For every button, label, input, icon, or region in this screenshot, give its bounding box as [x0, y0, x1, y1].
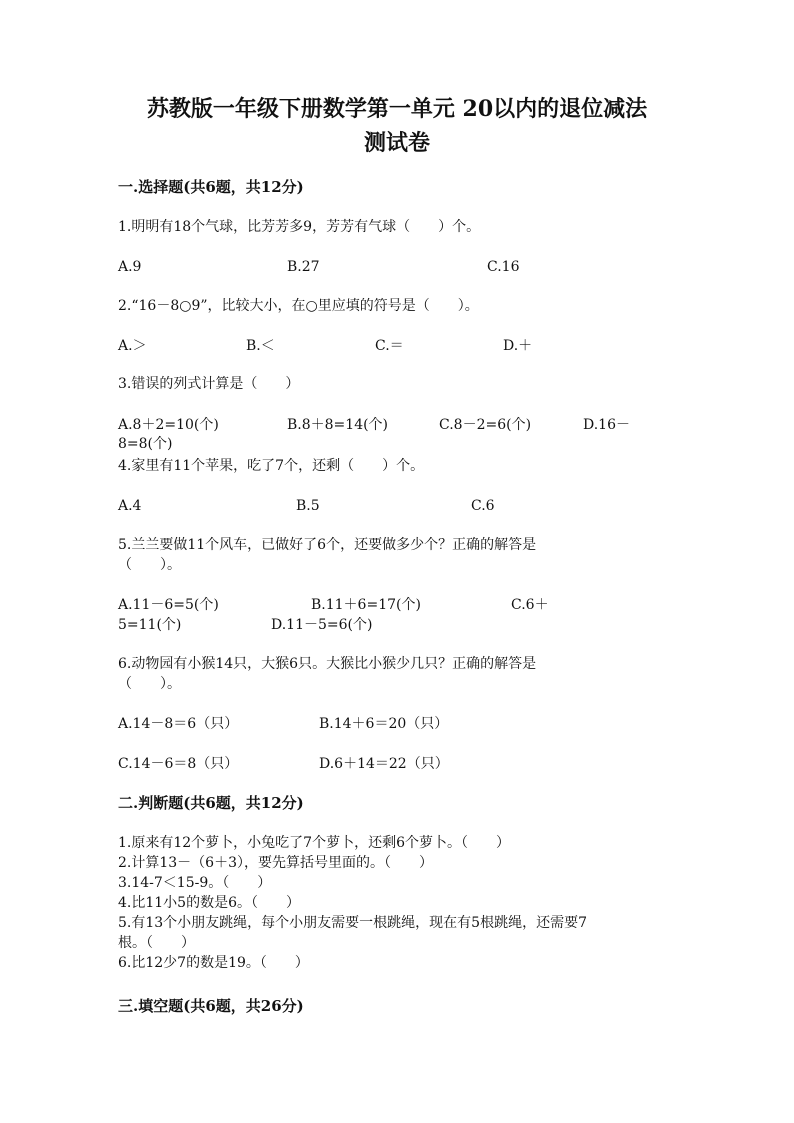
- option-d: D.6＋14＝22（只）: [319, 756, 449, 772]
- option-a: A.11－6=5(个): [118, 597, 219, 613]
- option-d: D.16－: [583, 417, 630, 433]
- question-stem-continued: （ ）。: [118, 676, 181, 692]
- page-title-line1: 苏教版一年级下册数学第一单元 20以内的退位减法: [146, 96, 648, 122]
- judge-item: 4.比11小5的数是6。（ ）: [118, 895, 300, 911]
- judge-item: 2.计算13－（6＋3），要先算括号里面的。（ ）: [118, 855, 433, 871]
- option-c: C.14－6＝8（只）: [118, 756, 239, 772]
- question-stem: 2.“16－8○9”，比较大小，在○里应填的符号是（ ）。: [118, 298, 479, 314]
- option-c-continued: 5=11(个): [118, 617, 182, 633]
- option-d-continued: 8=8(个): [118, 436, 173, 452]
- option-c: C.6＋: [511, 597, 549, 613]
- option-b: B.14＋6＝20（只）: [319, 716, 449, 732]
- section-heading-fill: 三.填空题(共6题，共26分): [118, 997, 304, 1015]
- option-b: B.5: [296, 498, 320, 514]
- question-stem: 5.兰兰要做11个风车，已做好了6个，还要做多少个？正确的解答是: [118, 537, 537, 553]
- option-c: C.16: [487, 259, 520, 275]
- option-b: B.11＋6=17(个): [311, 597, 421, 613]
- option-d: D.＋: [503, 338, 533, 354]
- option-a: A.4: [118, 498, 142, 514]
- judge-item: 6.比12少7的数是19。（ ）: [118, 955, 309, 971]
- option-a: A.14－8＝6（只）: [118, 716, 239, 732]
- option-b: B.＜: [246, 338, 275, 354]
- question-stem: 6.动物园有小猴14只，大猴6只。大猴比小猴少几只？正确的解答是: [118, 656, 537, 672]
- question-stem: 1.明明有18个气球，比芳芳多9，芳芳有气球（ ）个。: [118, 219, 481, 235]
- option-d: D.11－5=6(个): [271, 617, 373, 633]
- question-stem: 4.家里有11个苹果，吃了7个，还剩（ ）个。: [118, 458, 425, 474]
- page-title-line2: 测试卷: [363, 130, 430, 156]
- option-c: C.8－2=6(个): [439, 417, 532, 433]
- option-b: B.8＋8=14(个): [287, 417, 389, 433]
- question-stem-continued: （ ）。: [118, 557, 181, 573]
- option-b: B.27: [287, 259, 320, 275]
- option-a: A.9: [118, 259, 142, 275]
- judge-item-continued: 根。（ ）: [118, 935, 195, 951]
- option-c: C.＝: [375, 338, 404, 354]
- section-heading-judge: 二.判断题(共6题，共12分): [118, 794, 304, 812]
- option-a: A.＞: [118, 338, 147, 354]
- judge-item: 5.有13个小朋友跳绳，每个小朋友需要一根跳绳，现在有5根跳绳，还需要7: [118, 915, 587, 931]
- question-stem: 3.错误的列式计算是（ ）: [118, 376, 300, 392]
- section-heading-choice: 一.选择题(共6题，共12分): [118, 178, 304, 196]
- judge-item: 1.原来有12个萝卜，小兔吃了7个萝卜，还剩6个萝卜。（ ）: [118, 835, 510, 851]
- option-c: C.6: [471, 498, 495, 514]
- judge-item: 3.14-7＜15-9。（ ）: [118, 875, 272, 891]
- option-a: A.8＋2=10(个): [118, 417, 219, 433]
